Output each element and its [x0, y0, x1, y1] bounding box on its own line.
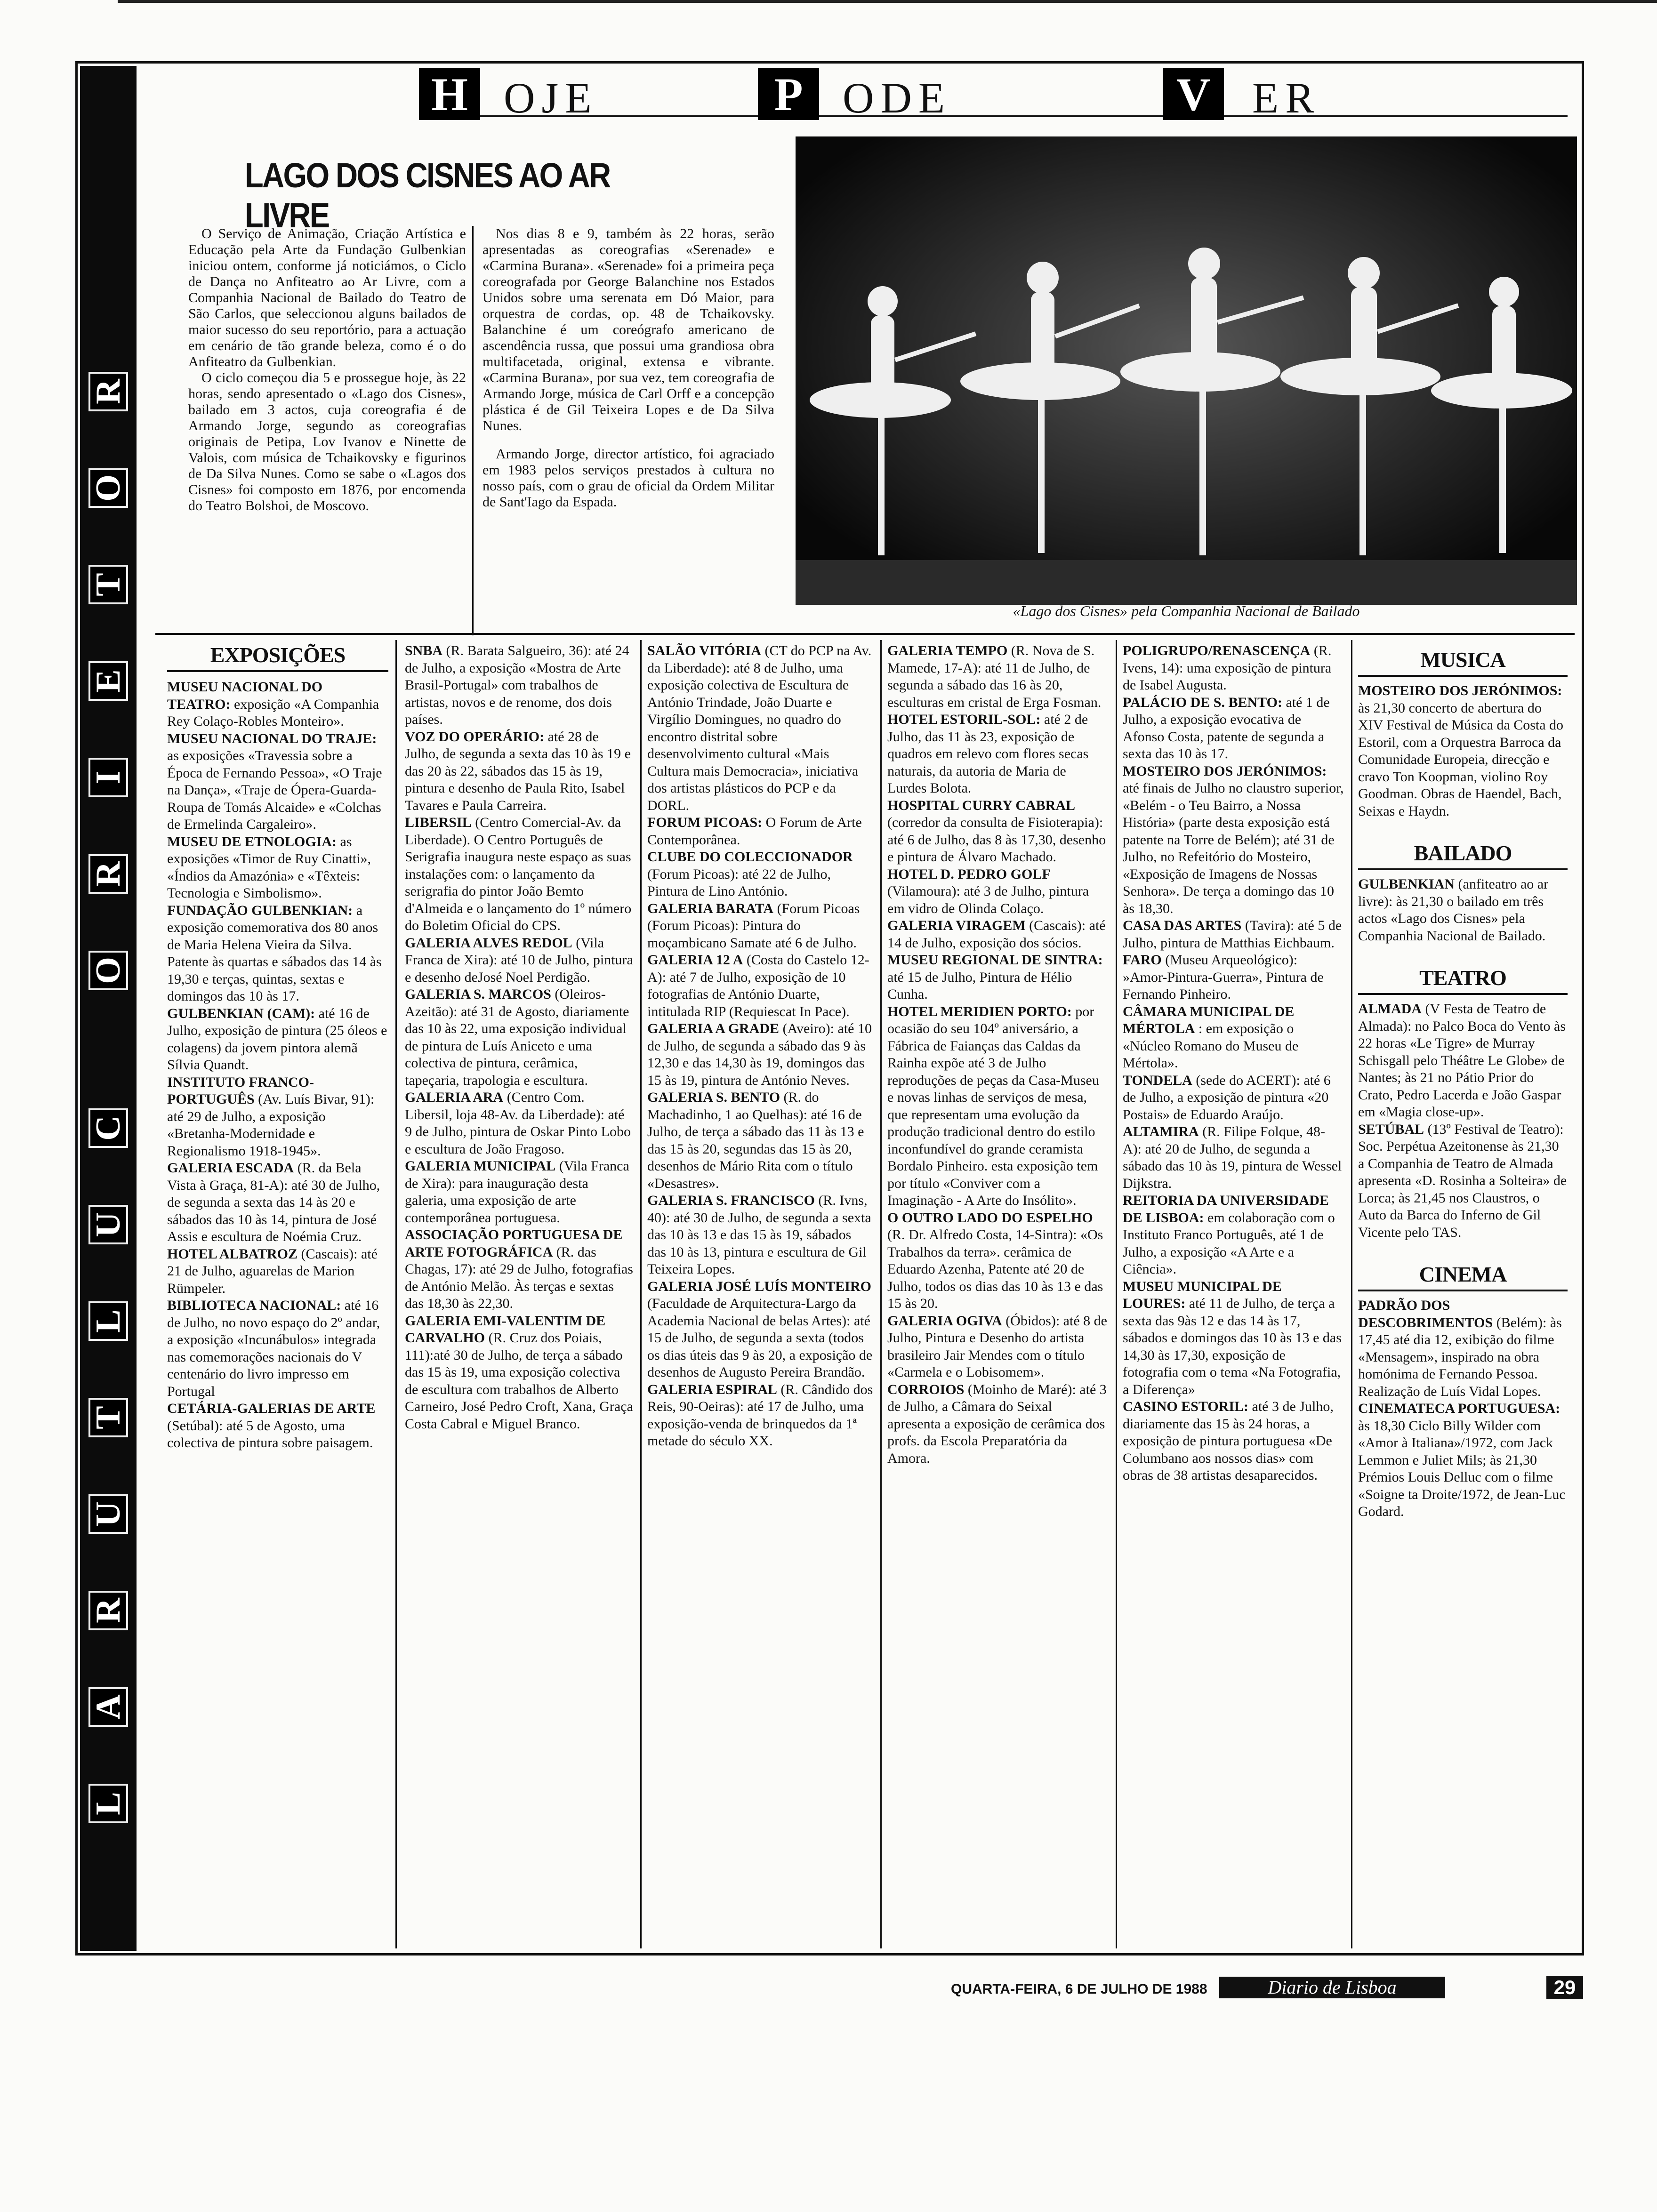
listing-details: (Tavira): até 5 de Julho, pintura de Matthias Eichbaum. — [1123, 918, 1342, 951]
listing-entry — [887, 1210, 1109, 1313]
listing-details: (Vilamoura): até 3 de Julho, pintura em vidro de Olinda Colaço. — [887, 883, 1089, 916]
feature-paragraph: Nos dias 8 e 9, também às 22 horas, serão apresentadas as coreografias «Serenade» e «Carmina Burana». «Serenade» foi a primeira peça coreografada por George Balanchine nos Estados Unidos sobre uma serenata em Dó Maior, para orquestra de cordas, op. 48 de Tchaikovsky. Balanchine é um coreógrafo americano de ascendência russa, que possui uma grandiosa obra multifacetada, original, extensa e vibrante. «Carmina Burana», por sua vez, tem coreografia de Armando Jorge, música de Carl Orff e a concepção plástica é de Gil Teixeira Lopes e de Da Silva Nunes. — [483, 226, 774, 433]
column-rule — [395, 640, 397, 1948]
masthead-word-oje: OJE — [504, 74, 598, 122]
listing-entry — [1123, 1123, 1344, 1192]
venue-name: GALERIA S. FRANCISCO — [647, 1193, 815, 1208]
listing-entry — [167, 902, 388, 1005]
listing-entry — [167, 1400, 388, 1452]
listing-details: : em exposição o «Núcleo Romano do Museu de Mértola». — [1123, 1021, 1299, 1071]
listing-details: (R. Barata Salgueiro, 36): até 24 de Julho, a exposição «Mostra de Arte Brasil-Portugal» com trabalhos de artistas, novos e de renome, dos dois países. — [405, 643, 629, 727]
listing-entry — [1123, 917, 1344, 952]
venue-name: BIBLIOTECA NACIONAL: — [167, 1298, 341, 1313]
listing-details: por ocasião do seu 104º aniversário, a Fábrica de Faianças das Caldas da Rainha expõe até 3 de Julho reproduções de peças da Casa-Museu e novas linhas de serviços de mesa, que representam uma evolução da produção tradicional dentro do estilo inconfundível do grande ceramista Bordalo Pinheiro. esta exposição tem por título «Conviver com a Imaginação - A Arte do Insólito». — [887, 1003, 1099, 1208]
venue-name: CORROIOS — [887, 1381, 965, 1397]
listing-entry — [1123, 694, 1344, 763]
listing-entry — [1358, 1297, 1568, 1400]
venue-name: GALERIA BARATA — [647, 900, 774, 916]
listing-entry — [405, 1158, 633, 1226]
top-rule — [118, 0, 1657, 3]
listing-list — [1358, 1297, 1568, 1521]
listing-entry — [167, 1246, 388, 1298]
listing-details: (CT do PCP na Av. da Liberdade): até 8 de Julho, uma exposição colectiva de Escultura de António Trindade, João Duarte e Virgílio Domingues, no quadro do encontro distrital sobre desenvolvimento cultural «Mais Cultura mais Democracia», iniciativa dos artistas plásticos do PCP e da DORL. — [647, 643, 872, 813]
venue-name: CASINO ESTORIL: — [1123, 1399, 1249, 1414]
venue-name: HOTEL ESTORIL-SOL: — [887, 712, 1041, 727]
venue-name: GALERIA ESCADA — [167, 1160, 294, 1176]
listing-entry — [167, 730, 388, 834]
listing-entry — [647, 642, 873, 814]
listing-entry — [405, 1226, 633, 1313]
feature-headline: LAGO DOS CISNES AO AR LIVRE — [245, 156, 610, 235]
venue-name: GALERIA A GRADE — [647, 1021, 780, 1036]
column-rule — [472, 226, 474, 635]
venue-name: HOSPITAL CURRY CABRAL — [887, 797, 1075, 813]
listing-entry — [1358, 876, 1568, 945]
venue-name: FORUM PICOAS: — [647, 815, 763, 830]
listing-entry — [647, 1089, 873, 1192]
sidebar-letter: A — [88, 1687, 128, 1727]
venue-name: ASSOCIAÇÃO PORTUGUESA DE ARTE FOTOGRÁFICA — [405, 1227, 623, 1260]
listing-details: (Belém): às 17,45 até dia 12, exibição do filme «Mensagem», inspirado na obra homónima de Fernando Pessoa. Realização de Luís Vidal Lopes. — [1358, 1314, 1562, 1399]
listing-details: até 16 de Julho, exposição de pintura (25 óleos e colagens) da jovem pintora alemã Sílvia Quandt. — [167, 1005, 387, 1073]
section-heading-bailado: BAILADO — [1358, 841, 1568, 870]
newspaper-logo: Diario de Lisboa — [1219, 1977, 1445, 1998]
masthead-block-h: H — [419, 68, 480, 120]
listing-entry — [405, 935, 633, 986]
listing-details: (R. Dr. Alfredo Costa, 14-Sintra): «Os Trabalhos da terra». cerâmica de Eduardo Azenha, Patente até 20 de Julho, todos os dias das 10 às 13 e das 15 às 20. — [887, 1227, 1103, 1311]
venue-name: GULBENKIAN — [1358, 876, 1455, 892]
listing-details: as exposições «Timor de Ruy Cinatti», «Índios da Amazónia» e «Têxteis: Tecnologia e Simbolismo». — [167, 834, 371, 901]
listing-details: (Oleiros-Azeitão): até 31 de Agosto, diariamente das 10 às 22, uma exposição individual de pintura de Luís Aniceto e uma colectiva de pintura, cerâmica, tapeçaria, trapologia e escultura. — [405, 986, 629, 1088]
venue-name: SETÚBAL — [1358, 1121, 1424, 1137]
listing-details: (R. das Chagas, 17): até 29 de Julho, fotografias de António Melão. Às terças e sextas das 18,30 às 22,30. — [405, 1244, 633, 1311]
listing-column-5 — [1123, 642, 1344, 1484]
section-heading-exposicoes: EXPOSIÇÕES — [167, 642, 388, 672]
listing-details: (Vila Franca de Xira): até 10 de Julho, pintura e desenho deJosé Noel Perdigão. — [405, 935, 633, 985]
listing-list — [1358, 1001, 1568, 1241]
listing-entry — [167, 1297, 388, 1400]
sidebar-letter: L — [88, 1784, 128, 1823]
venue-name: MOSTEIRO DOS JERÓNIMOS: — [1123, 763, 1327, 779]
listing-entry — [405, 814, 633, 935]
listing-entry — [647, 1020, 873, 1089]
venue-name: HOTEL MERIDIEN PORTO: — [887, 1003, 1072, 1019]
venue-name: MUSEU NACIONAL DO TRAJE: — [167, 730, 377, 746]
listing-list — [167, 679, 388, 1452]
feature-paragraph: O ciclo começou dia 5 e prossegue hoje, às 22 horas, sendo apresentado o «Lago dos Cisnes», bailado em 3 actos, cuja coreografia é de Armando Jorge, segundo as coreografias originais de Petipa, Lov Ivanov e Ninette de Valois, com música de Tchaikovsky e figurinos de Da Silva Nunes. Como se sabe o «Lagos dos Cisnes» foi composto em 1876, por encomenda do Teatro Bolshoi, de Moscovo. — [188, 370, 466, 513]
listing-details: até 16 de Julho, no novo espaço do 2º andar, a exposição «Incunábulos» integrada nas comemorações nacionais do V centenário do livro impresso em Portugal — [167, 1298, 380, 1399]
venue-name: GALERIA ARA — [405, 1090, 504, 1105]
venue-name: O OUTRO LADO DO ESPELHO — [887, 1210, 1093, 1226]
listing-details: até 3 de Julho, diariamente das 15 às 24 horas, a exposição de pintura portuguesa «De Columbano aos nossos dias» com obras de 38 artistas desaparecidos. — [1123, 1399, 1334, 1483]
venue-name: GALERIA VIRAGEM — [887, 918, 1026, 933]
listing-list — [1358, 876, 1568, 945]
listing-entry — [887, 1313, 1109, 1381]
listing-details: (Forum Picoas (Forum Picoas): Pintura do moçambicano Samate até 6 de Julho. — [647, 900, 860, 951]
listing-details: (Museu Arqueológico): »Amor-Pintura-Guerra», Pintura de Fernando Pinheiro. — [1123, 952, 1324, 1002]
listing-entry — [1358, 1001, 1568, 1121]
listing-entry — [167, 1160, 388, 1246]
listing-entry — [1123, 952, 1344, 1003]
listing-entry — [167, 679, 388, 730]
listing-details: (Cascais): até 14 de Julho, exposição dos sócios. — [887, 918, 1106, 951]
listing-details: (corredor da consulta de Fisioterapia): até 6 de Julho, das 8 às 17,30, desenho e pintura de Álvaro Machado. — [887, 815, 1106, 865]
venue-name: CETÁRIA-GALERIAS DE ARTE — [167, 1401, 376, 1416]
listing-entry — [647, 849, 873, 900]
venue-name: GULBENKIAN (CAM): — [167, 1005, 315, 1021]
venue-name: GALERIA OGIVA — [887, 1313, 1002, 1329]
sidebar-letter: L — [88, 1301, 128, 1341]
listing-entry — [167, 834, 388, 902]
listing-details: (R. da Bela Vista à Graça, 81-A): até 30 de Julho, de segunda a sexta das 14 às 20 e sábados das 10 às 14, pintura de José Assis e escultura de Noémia Cruz. — [167, 1160, 380, 1244]
column-rule — [640, 640, 642, 1948]
listing-entry — [1123, 763, 1344, 918]
listing-details: a exposição comemorativa dos 80 anos de Maria Helena Vieira da Silva. Patente às quartas e sábados das 14 às 19,30 e terças, quintas, sextas e domingos das 10 às 17. — [167, 902, 382, 1004]
listing-entry — [1358, 1121, 1568, 1242]
column-rule — [1116, 640, 1117, 1948]
listing-entry — [1123, 1192, 1344, 1278]
sidebar-letter: I — [88, 758, 128, 797]
column-rule — [1351, 640, 1352, 1948]
listing-details: às 21,30 concerto de abertura do XIV Festival de Música da Costa do Estoril, com a Orquestra Barroca da Comunidade Europeia, direcção e cravo Ton Koopman, violino Roy Goodman. Obras de Haendel, Bach, Seixas e Haydn. — [1358, 700, 1564, 819]
sidebar-letter: T — [88, 565, 128, 604]
listing-details: até 2 de Julho, das 11 às 23, exposição de quadros em relevo com flores secas naturais, da autoria de Maria de Lurdes Bolota. — [887, 712, 1089, 796]
venue-name: CINEMATECA PORTUGUESA: — [1358, 1401, 1560, 1416]
listing-details: (R. Ivns, 40): até 30 de Julho, de segunda a sexta das 10 às 13 e das 15 às 19, sábados das 10 às 13, pintura e escultura de Gil Teixeira Lopes. — [647, 1193, 871, 1277]
listing-list — [1358, 682, 1568, 820]
listing-entry — [1123, 1003, 1344, 1072]
listing-entry — [1123, 642, 1344, 694]
listing-details: (Setúbal): até 5 de Agosto, uma colectiva de pintura sobre paisagem. — [167, 1418, 373, 1451]
listing-entry — [887, 917, 1109, 952]
column-rule — [880, 640, 882, 1948]
venue-name: CÂMARA MUNICIPAL DE MÉRTOLA — [1123, 1003, 1295, 1036]
footer-date: QUARTA-FEIRA, 6 DE JULHO DE 1988 — [951, 1981, 1207, 1997]
feature-column-1 — [188, 226, 466, 514]
venue-name: PADRÃO DOS DESCOBRIMENTOS — [1358, 1298, 1493, 1330]
photo-caption: «Lago dos Cisnes» pela Companhia Nacional de Bailado — [1013, 602, 1360, 619]
listing-details: em colaboração com o Instituto Franco Português, até 1 de Julho, a exposição «A Arte e a Ciência». — [1123, 1210, 1335, 1277]
sidebar-letter: R — [88, 372, 128, 411]
sidebar-letter: U — [88, 1494, 128, 1534]
venue-name: GALERIA S. MARCOS — [405, 986, 551, 1002]
section-heading-teatro: TEATRO — [1358, 965, 1568, 995]
listing-entry — [405, 729, 633, 815]
listing-entry — [647, 900, 873, 952]
venue-name: MOSTEIRO DOS JERÓNIMOS: — [1358, 683, 1562, 698]
venue-name: MUSEU NACIONAL DO TEATRO: — [167, 679, 323, 712]
listing-entry — [887, 952, 1109, 1003]
listing-entry — [1123, 1278, 1344, 1399]
venue-name: SNBA — [405, 643, 443, 658]
section-heading-cinema: CINEMA — [1358, 1262, 1568, 1291]
listing-details: (R. Cruz dos Poiais, 111):até 30 de Julho, de terça a sábado das 15 às 19, uma exposição colectiva de escultura com trabalhos de Alberto Carneiro, José Pedro Croft, Xana, Graça Costa Cabral e Miguel Branco. — [405, 1330, 633, 1432]
listing-entry — [647, 1278, 873, 1381]
listing-details: (Av. Luís Bivar, 91): até 29 de Julho, a exposição «Bretanha-Modernidade e Regionalismo 1918-1945». — [167, 1091, 375, 1159]
venue-name: FUNDAÇÃO GULBENKIAN: — [167, 902, 353, 918]
listing-details: (Cascais): até 21 de Julho, aguarelas de Marion Rümpeler. — [167, 1246, 378, 1296]
listing-column-1 — [167, 642, 388, 1452]
section-masthead — [419, 68, 1568, 122]
venue-name: MUSEU REGIONAL DE SINTRA: — [887, 952, 1103, 968]
listing-details: até 28 de Julho, de segunda a sexta das 10 às 19 e das 20 às 22, sábados das 15 às 19, pintura e desenho de Paula Rito, Isabel Tavares e Paula Carreira. — [405, 729, 631, 813]
ballet-photo-illustration — [796, 136, 1577, 605]
feature-column-2 — [483, 226, 774, 510]
listing-details: (Costa do Castelo 12-A): até 7 de Julho, exposição de 10 fotografias de António Duarte, intitulada RIP (Requiescat In Pace). — [647, 952, 869, 1019]
sidebar-letter: E — [88, 661, 128, 701]
listing-entry — [647, 1381, 873, 1450]
listing-details: (Moinho de Maré): até 3 de Julho, a Câmara do Seixal apresenta a exposição de cerâmica dos profs. da Escola Preparatória da Amora. — [887, 1381, 1107, 1466]
venue-name: GALERIA ALVES REDOL — [405, 935, 572, 951]
listing-entry — [647, 814, 873, 849]
listing-entry — [887, 1381, 1109, 1467]
roteiro-cultural-sidebar — [80, 66, 137, 1951]
sidebar-letter: U — [88, 1205, 128, 1244]
venue-name: CLUBE DO COLECCIONADOR — [647, 849, 853, 865]
masthead-block-v: V — [1163, 68, 1224, 120]
venue-name: HOTEL D. PEDRO GOLF — [887, 866, 1051, 882]
listing-details: O Forum de Arte Contemporânea. — [647, 815, 862, 848]
listing-details: (R. do Machadinho, 1 ao Quelhas): até 16 de Julho, de terça a sábado das 11 às 13 e das 15 às 20, segundas das 15 às 20, desenhos de Mário Rita com o título «Desastres». — [647, 1090, 864, 1191]
venue-name: TONDELA — [1123, 1072, 1192, 1088]
section-heading-musica: MUSICA — [1358, 647, 1568, 677]
venue-name: GALERIA S. BENTO — [647, 1090, 780, 1105]
venue-name: REITORIA DA UNIVERSIDADE DE LISBOA: — [1123, 1193, 1329, 1226]
listing-entry — [887, 1003, 1109, 1210]
listing-entry — [1123, 1398, 1344, 1484]
listing-column-6 — [1358, 647, 1568, 1521]
listing-entry — [647, 1192, 873, 1278]
listing-details: até 15 de Julho, Pintura de Hélio Cunha. — [887, 969, 1072, 1002]
listing-details: (R. Nova de S. Mamede, 17-A): até 11 de Julho, de segunda a sábado das 16 às 20, esculturas em cristal de Erga Fosman. — [887, 643, 1102, 710]
listing-details: até 1 de Julho, a exposição evocativa de Afonso Costa, patente de segunda a sexta das 10 às 17. — [1123, 694, 1330, 761]
venue-name: GALERIA EMI-VALENTIM DE CARVALHO — [405, 1313, 606, 1346]
listing-entry — [405, 986, 633, 1089]
venue-name: GALERIA JOSÉ LUÍS MONTEIRO — [647, 1278, 871, 1294]
listing-details: (anfiteatro ao ar livre): às 21,30 o bailado em três actos «Lago dos Cisnes» pela Companhia Nacional de Bailado. — [1358, 876, 1549, 944]
listing-entry — [167, 1005, 388, 1074]
venue-name: FARO — [1123, 952, 1162, 968]
listing-details: (R. Ivens, 14): uma exposição de pintura de Isabel Augusta. — [1123, 643, 1332, 693]
ballet-photo — [796, 136, 1577, 605]
venue-name: MUSEU MUNICIPAL DE LOURES: — [1123, 1278, 1282, 1311]
sidebar-letter: C — [88, 1108, 128, 1148]
listing-entry — [647, 952, 873, 1020]
listing-details: exposição «A Companhia Rey Colaço-Robles Monteiro». — [167, 696, 379, 729]
listing-details: (Centro Com. Libersil, loja 48-Av. da Liberdade): até 9 de Julho, pintura de Oskar Pinto Lobo e escultura de João Fragoso. — [405, 1090, 631, 1157]
listing-details: (Faculdade de Arquitectura-Largo da Academia Nacional de belas Artes): até 15 de Julho, de segunda a sexta (todos os dias úteis das 9 às 20, a exposição de desenhos de Augusto Pereira Brandão. — [647, 1296, 873, 1380]
venue-name: SALÃO VITÓRIA — [647, 643, 762, 658]
listing-details: às 18,30 Ciclo Billy Wilder com «Amor à Italiana»/1972, com Jack Lemmon e Juliet Mils; às 21,30 Prémios Louis Delluc com o filme «Soigne ta Droite/1972, de Jean-Luc Godard. — [1358, 1418, 1566, 1519]
listing-details: (13º Festival de Teatro): Soc. Perpétua Azeitonense às 21,30 a Companhia de Teatro de Almada apresenta «D. Rosinha a Solteira» de Lorca; às 21,45 nos Claustros, o Auto da Barca do Inferno de Gil Vicente pelo TAS. — [1358, 1121, 1567, 1240]
listing-entry — [405, 1089, 633, 1158]
masthead-word-ode: ODE — [843, 74, 952, 122]
listing-entry — [887, 797, 1109, 866]
venue-name: HOTEL ALBATROZ — [167, 1246, 298, 1262]
listing-details: (Forum Picoas): até 22 de Julho, Pintura de Lino António. — [647, 866, 831, 899]
listing-column-2 — [405, 642, 633, 1433]
venue-name: POLIGRUPO/RENASCENÇA — [1123, 643, 1311, 658]
venue-name: ALTAMIRA — [1123, 1124, 1199, 1139]
venue-name: GALERIA TEMPO — [887, 643, 1008, 658]
sidebar-letter: O — [88, 951, 128, 990]
listing-entry — [1358, 1400, 1568, 1521]
listing-details: (Aveiro): até 10 de Julho, de segunda a sábado das 9 às 12,30 e das 14,30 às 19, domingos das 15 às 19, pintura de António Neves. — [647, 1021, 872, 1088]
sidebar-letter: R — [88, 854, 128, 894]
venue-name: INSTITUTO FRANCO-PORTUGUÊS — [167, 1074, 314, 1107]
venue-name: ALMADA — [1358, 1001, 1422, 1017]
venue-name: GALERIA 12 A — [647, 952, 743, 968]
listing-entry — [887, 866, 1109, 918]
listing-entry — [1358, 682, 1568, 820]
listing-details: as exposições «Travessia sobre a Época de Fernando Pessoa», «O Traje na Dança», «Traje de Ópera-Guarda-Roupa de Tomás Alcaide» e «Colchas de Ermelinda Cargaleiro». — [167, 748, 382, 832]
listing-details: (Centro Comercial-Av. da Liberdade). O Centro Português de Serigrafia inaugura neste espaço as suas instalações com: o lançamento da serigrafia do pintor João Bemto d'Almeida e o lançamento do 1º número do Boletim Oficial do CPS. — [405, 815, 632, 933]
venue-name: GALERIA MUNICIPAL — [405, 1158, 556, 1174]
sidebar-letter: O — [88, 468, 128, 508]
listing-details: (Vila Franca de Xira): para inauguração desta galeria, uma exposição de arte contemporânea portuguesa. — [405, 1158, 629, 1226]
listing-entry — [887, 642, 1109, 711]
venue-name: GALERIA ESPIRAL — [647, 1381, 777, 1397]
listing-entry — [887, 711, 1109, 797]
listing-details: (V Festa de Teatro de Almada): no Palco Boca do Vento às 22 horas «Le Tigre» de Murray Schisgall pelo Théâtre Le Globe» de Nantes; às 21 no Pátio Prior do Crato, Pedro Lacerda e João Gaspar em «Magia close-up». — [1358, 1001, 1566, 1120]
listing-entry — [167, 1074, 388, 1160]
sidebar-letter: R — [88, 1591, 128, 1630]
venue-name: LIBERSIL — [405, 815, 472, 830]
listing-details: (sede do ACERT): até 6 de Julho, a exposição de pintura «20 Postais» de Eduardo Araújo. — [1123, 1072, 1331, 1122]
feature-bottom-rule — [155, 633, 1575, 635]
listing-details: (R. Filipe Folque, 48-A): até 20 de Julho, de segunda a sábado das 10 às 19, pintura de Wessel Dijkstra. — [1123, 1124, 1342, 1191]
listing-details: (R. Cândido dos Reis, 90-Oeiras): até 17 de Julho, uma exposição-venda de brinquedos da 1ª metade do século XX. — [647, 1381, 873, 1449]
listing-details: até finais de Julho no claustro superior, «Belém - o Teu Bairro, a Nossa História» (parte desta exposição está patente na Torre de Belém); até 31 de Julho, no Refeitório do Mosteiro, «Exposição de Imagens de Nossas Senhora». De terça a domingo das 10 às 18,30. — [1123, 780, 1344, 916]
listing-entry — [1123, 1072, 1344, 1124]
listing-details: até 11 de Julho, de terça a sexta das 9às 12 e das 14 às 17, sábados e domingos das 10 às 13 e das 14,30 às 17,30, exposição de fotografia com o tema «Na Fotografia, a Diferença» — [1123, 1296, 1342, 1397]
masthead-block-p: P — [758, 68, 819, 120]
listing-column-4 — [887, 642, 1109, 1467]
venue-name: PALÁCIO DE S. BENTO: — [1123, 694, 1282, 710]
sidebar-letter: T — [88, 1398, 128, 1437]
page-number: 29 — [1546, 1976, 1583, 1999]
listing-entry — [405, 1313, 633, 1433]
venue-name: CASA DAS ARTES — [1123, 918, 1242, 933]
listing-entry — [405, 642, 633, 729]
feature-paragraph: Armando Jorge, director artístico, foi agraciado em 1983 pelos serviços prestados à cultura no nosso país, com o grau de oficial da Ordem Militar de Sant'Iago da Espada. — [483, 446, 774, 510]
venue-name: MUSEU DE ETNOLOGIA: — [167, 834, 337, 850]
venue-name: VOZ DO OPERÁRIO: — [405, 729, 545, 745]
listing-column-3 — [647, 642, 873, 1450]
listing-details: (Óbidos): até 8 de Julho, Pintura e Desenho do artista brasileiro Jair Mendes com o título «Carmela e o Lobisomem». — [887, 1313, 1107, 1380]
masthead-word-er: ER — [1252, 74, 1321, 122]
feature-paragraph: O Serviço de Animação, Criação Artística e Educação pela Arte da Fundação Gulbenkian iniciou ontem, conforme já noticiámos, o Ciclo de Dança no Anfiteatro ao Ar Livre, com a Companhia Nacional de Bailado do Teatro de São Carlos, que seleccionou alguns bailados de maior sucesso do seu reportório, para a actuação em cenário de tão grande beleza, como é o do Anfiteatro da Gulbenkian. — [188, 226, 466, 369]
